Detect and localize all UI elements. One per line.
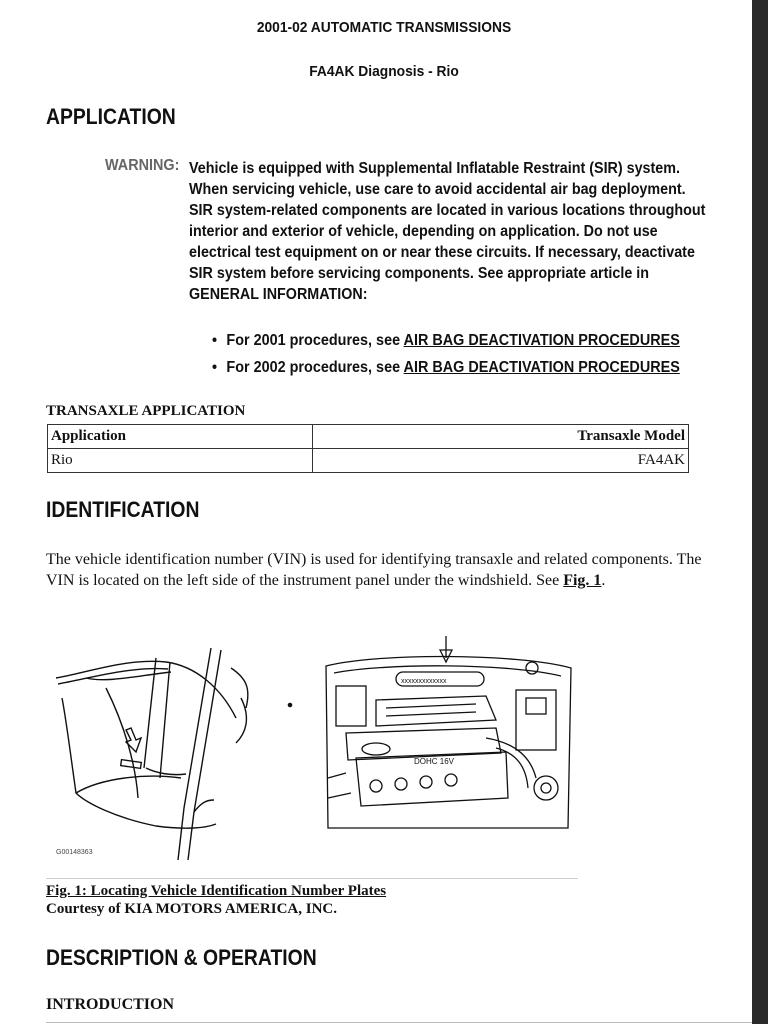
- column-header-application: Application: [48, 425, 313, 449]
- figure-divider: [46, 878, 578, 879]
- fig-1-link[interactable]: Fig. 1: [563, 572, 602, 589]
- table-title: TRANSAXLE APPLICATION: [46, 403, 246, 419]
- column-header-transaxle-model: Transaxle Model: [313, 425, 689, 449]
- bullet-prefix: For 2001 procedures, see: [226, 332, 404, 349]
- figure-caption-block: [46, 883, 386, 918]
- table-cell: Rio: [48, 449, 313, 473]
- bullet-prefix: For 2002 procedures, see: [226, 359, 404, 376]
- table-cell: FA4AK: [313, 449, 689, 473]
- warning-label: WARNING:: [105, 157, 180, 174]
- transaxle-table: [47, 424, 689, 473]
- document-subtitle: FA4AK Diagnosis - Rio: [309, 63, 459, 80]
- procedure-list: [212, 327, 680, 381]
- figure-caption: Fig. 1: Locating Vehicle Identification Number Plates: [46, 883, 387, 899]
- section-divider: [46, 1022, 752, 1023]
- air-bag-2001-link[interactable]: AIR BAG DEACTIVATION PROCEDURES: [403, 332, 680, 349]
- vin-location-figure: [46, 628, 586, 864]
- table-header-row: [48, 425, 689, 449]
- bullet-icon: •: [212, 359, 218, 376]
- identification-paragraph: [46, 549, 726, 591]
- identification-text: The vehicle identification number (VIN) is used for identifying transaxle and related components. The VIN is located on the left side of the instrument panel under the windshield. See: [46, 551, 702, 589]
- warning-text: Vehicle is equipped with Supplemental Inflatable Restraint (SIR) system. When servicing vehicle, use care to avoid accidental air bag deployment. SIR system-related components are located in various locations throughout interior and exterior of vehicle, depending on application. Do not use electrical test equipment on or near these circuits. If necessary, deactivate SIR system before servicing components. See appropriate article in GENERAL INFORMATION:: [189, 160, 706, 303]
- description-heading: DESCRIPTION & OPERATION: [46, 945, 317, 970]
- dashboard-drawing: [56, 648, 292, 860]
- identification-heading: IDENTIFICATION: [46, 497, 200, 522]
- list-item: [212, 354, 680, 381]
- list-item: [212, 327, 680, 354]
- engine-bay-drawing: [326, 636, 571, 828]
- introduction-subheading: INTRODUCTION: [46, 996, 175, 1013]
- figure-image-code: G00148363: [56, 849, 93, 856]
- application-heading: APPLICATION: [46, 104, 176, 129]
- document-title: 2001-02 AUTOMATIC TRANSMISSIONS: [256, 19, 512, 36]
- figure-courtesy: Courtesy of KIA MOTORS AMERICA, INC.: [46, 901, 337, 917]
- identification-text-end: .: [601, 572, 606, 589]
- engine-label: DOHC 16V: [414, 757, 455, 766]
- bullet-icon: •: [212, 332, 218, 349]
- table-row: [48, 449, 689, 473]
- vin-plate-label: xxxxxxxxxxxxx: [401, 678, 447, 685]
- air-bag-2002-link[interactable]: AIR BAG DEACTIVATION PROCEDURES: [403, 359, 680, 376]
